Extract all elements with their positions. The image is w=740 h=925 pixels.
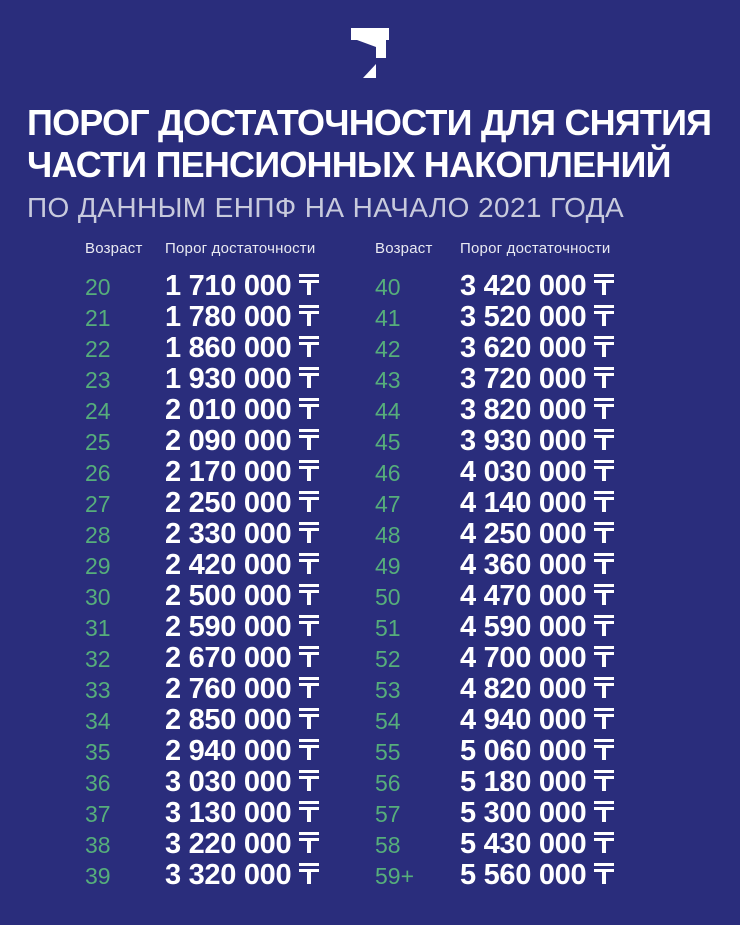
amount-cell: 4 030 000 [460,456,705,489]
tenge-icon [299,305,319,326]
subtitle: ПО ДАННЫМ ЕНПФ НА НАЧАЛО 2021 ГОДА [27,192,625,223]
tenge-icon [594,336,614,357]
age-cell: 46 [375,460,401,486]
age-cell: 49 [375,553,401,579]
amount-cell: 5 430 000 [460,828,705,861]
amount-cell: 2 500 000 [165,580,375,613]
tenge-icon [299,863,319,884]
amount-cell: 4 590 000 [460,611,705,644]
tenge-icon [299,398,319,419]
age-cell: 44 [375,398,401,424]
age-cell: 20 [85,274,111,300]
amount-cell: 1 710 000 [165,270,375,303]
age-cell: 42 [375,336,401,362]
tenge-icon [594,274,614,295]
col-header-age-left: Возраст [85,240,143,257]
age-cell: 36 [85,770,111,796]
tenge-icon [299,522,319,543]
tenge-icon [594,429,614,450]
age-cell: 59+ [375,863,415,889]
amount-cell: 3 320 000 [165,859,375,892]
amount-cell: 5 060 000 [460,735,705,768]
tenge-icon [594,553,614,574]
amount-cell: 2 330 000 [165,518,375,551]
age-cell: 43 [375,367,401,393]
age-cell: 29 [85,553,111,579]
amount-cell: 2 420 000 [165,549,375,582]
amount-cell: 3 820 000 [460,394,705,427]
amount-cell: 3 720 000 [460,363,705,396]
amount-cell: 5 180 000 [460,766,705,799]
age-cell: 22 [85,336,111,362]
tenge-icon [299,553,319,574]
age-cell: 40 [375,274,401,300]
amount-cell: 2 250 000 [165,487,375,520]
amount-cell: 4 360 000 [460,549,705,582]
amount-cell: 4 820 000 [460,673,705,706]
tenge-icon [594,305,614,326]
amount-cell: 3 220 000 [165,828,375,861]
table-body [85,270,740,890]
amount-cell: 2 670 000 [165,642,375,675]
title-line-2: ЧАСТИ ПЕНСИОННЫХ НАКОПЛЕНИЙ [27,144,671,185]
amount-cell: 4 140 000 [460,487,705,520]
amount-cell: 3 030 000 [165,766,375,799]
tenge-icon [594,863,614,884]
tenge-icon [594,615,614,636]
tengrinews-t-logo [0,0,740,80]
tenge-icon [299,770,319,791]
age-cell: 30 [85,584,111,610]
age-cell: 21 [85,305,111,331]
tenge-icon [299,708,319,729]
title-line-1: ПОРОГ ДОСТАТОЧНОСТИ ДЛЯ СНЯТИЯ [27,102,712,143]
tenge-icon [594,646,614,667]
amount-cell: 3 130 000 [165,797,375,830]
tenge-icon [299,832,319,853]
amount-cell: 3 930 000 [460,425,705,458]
tenge-icon [594,770,614,791]
age-cell: 26 [85,460,111,486]
amount-cell: 1 780 000 [165,301,375,334]
amount-cell: 3 420 000 [460,270,705,303]
tenge-icon [594,708,614,729]
tenge-icon [594,367,614,388]
amount-cell: 2 760 000 [165,673,375,706]
age-cell: 57 [375,801,401,827]
tenge-icon [594,739,614,760]
age-cell: 34 [85,708,111,734]
tenge-icon [299,460,319,481]
amount-cell: 4 700 000 [460,642,705,675]
age-cell: 52 [375,646,401,672]
age-cell: 28 [85,522,111,548]
tenge-icon [594,491,614,512]
tenge-icon [299,336,319,357]
age-cell: 55 [375,739,401,765]
amount-cell: 3 520 000 [460,301,705,334]
tenge-icon [594,584,614,605]
amount-cell: 3 620 000 [460,332,705,365]
age-cell: 27 [85,491,111,517]
table-header-row [85,239,740,258]
tenge-icon [299,646,319,667]
age-cell: 25 [85,429,111,455]
page-title [27,102,740,186]
amount-cell: 2 590 000 [165,611,375,644]
col-header-age-right: Возраст [375,240,433,257]
tenge-icon [299,584,319,605]
tenge-icon [299,801,319,822]
amount-cell: 2 940 000 [165,735,375,768]
col-header-threshold-left: Порог достаточности [165,240,316,257]
col-header-threshold-right: Порог достаточности [460,240,611,257]
age-cell: 48 [375,522,401,548]
tenge-icon [594,801,614,822]
amount-cell: 2 090 000 [165,425,375,458]
age-cell: 32 [85,646,111,672]
tenge-icon [299,677,319,698]
age-cell: 35 [85,739,111,765]
tenge-icon [299,739,319,760]
amount-cell: 1 860 000 [165,332,375,365]
age-cell: 54 [375,708,401,734]
tenge-icon [594,832,614,853]
tenge-icon [594,460,614,481]
age-cell: 24 [85,398,111,424]
tenge-icon [594,398,614,419]
tenge-icon [299,274,319,295]
amount-cell: 2 010 000 [165,394,375,427]
tenge-icon [594,522,614,543]
age-cell: 23 [85,367,111,393]
amount-cell: 2 170 000 [165,456,375,489]
amount-cell: 5 300 000 [460,797,705,830]
amount-cell: 5 560 000 [460,859,705,892]
tenge-icon [299,429,319,450]
age-cell: 38 [85,832,111,858]
amount-cell: 4 250 000 [460,518,705,551]
amount-cell: 2 850 000 [165,704,375,737]
tenge-icon [594,677,614,698]
age-cell: 45 [375,429,401,455]
age-cell: 51 [375,615,401,641]
age-cell: 37 [85,801,111,827]
age-cell: 31 [85,615,111,641]
age-cell: 50 [375,584,401,610]
age-cell: 41 [375,305,401,331]
tenge-icon [299,367,319,388]
amount-cell: 4 940 000 [460,704,705,737]
age-cell: 33 [85,677,111,703]
tenge-icon [299,491,319,512]
tenge-icon [299,615,319,636]
amount-cell: 4 470 000 [460,580,705,613]
age-cell: 39 [85,863,111,889]
age-cell: 58 [375,832,401,858]
amount-cell: 1 930 000 [165,363,375,396]
age-cell: 56 [375,770,401,796]
age-cell: 47 [375,491,401,517]
age-cell: 53 [375,677,401,703]
